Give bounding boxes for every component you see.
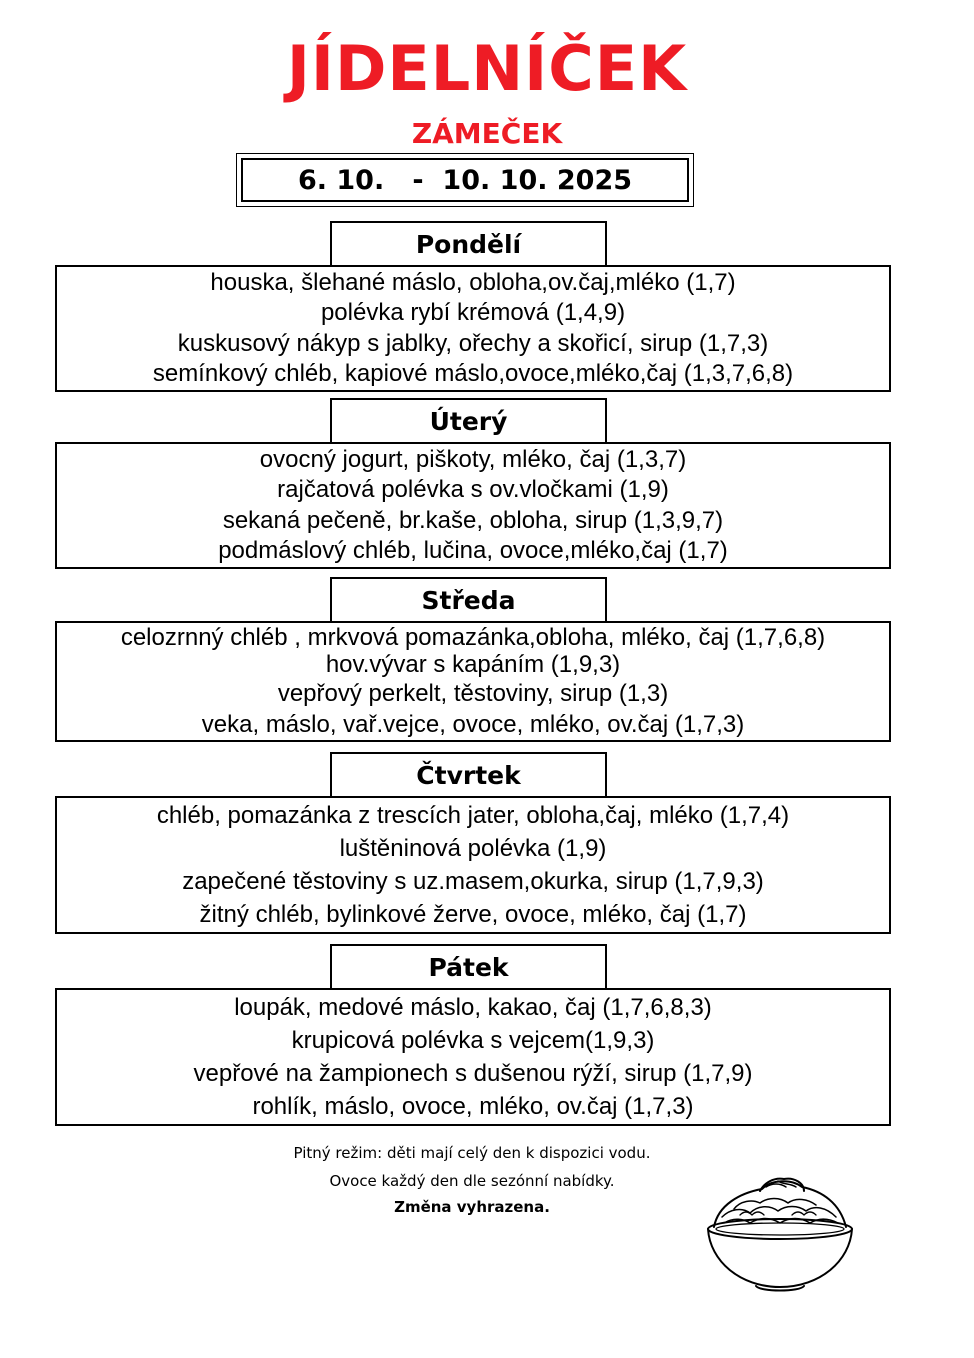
footer-drinking-note: Pitný režim: děti mají celý den k dispozici vodu. [293,1144,651,1162]
meal-item: sekaná pečeně, br.kaše, obloha, sirup (1,3,9,7) [222,506,724,534]
meal-item: loupák, medové máslo, kakao, čaj (1,7,6,8,3) [234,994,712,1021]
spaghetti-bowl-icon [700,1165,860,1295]
day-menu-wednesday [55,621,891,742]
meal-item: krupicová polévka s vejcem(1,9,3) [291,1027,655,1054]
meal-item: rajčatová polévka s ov.vločkami (1,9) [277,476,669,503]
meal-item: rohlík, máslo, ovoce, mléko, ov.čaj (1,7,3) [252,1093,694,1120]
meal-item: hov.vývar s kapáním (1,9,3) [325,650,621,678]
meal-item: houska, šlehané máslo, obloha,ov.čaj,mléko (1,7) [210,268,736,296]
menu-title: JÍDELNÍČEK [286,32,688,105]
day-menu-monday [55,265,891,392]
meal-item: polévka rybí krémová (1,4,9) [320,299,626,326]
meal-item: luštěninová polévka (1,9) [339,835,607,862]
day-label-wednesday: Středa [330,577,607,621]
footer-change-note: Změna vyhrazena. [394,1198,550,1216]
meal-item: vepřové na žampionech s dušenou rýží, sirup (1,7,9) [193,1060,753,1087]
meal-item: žitný chléb, bylinkové žerve, ovoce, mléko, čaj (1,7) [199,901,747,928]
date-range: 6. 10. - 10. 10. 2025 [241,158,689,202]
day-label-monday: Pondělí [330,221,607,265]
day-label-friday: Pátek [330,944,607,988]
date-range-box [236,153,694,207]
meal-item: kuskusový nákyp s jablky, ořechy a skořicí, sirup (1,7,3) [177,329,769,357]
meal-item: zapečené těstoviny s uz.masem,okurka, sirup (1,7,9,3) [182,868,764,895]
meal-item: podmáslový chléb, lučina, ovoce,mléko,čaj (1,7) [218,537,728,564]
meal-item: celozrnný chléb , mrkvová pomazánka,obloha, mléko, čaj (1,7,6,8) [120,623,826,651]
menu-subtitle: ZÁMEČEK [411,117,563,150]
day-menu-friday [55,988,891,1126]
day-label-thursday: Čtvrtek [330,752,607,796]
meal-item: chléb, pomazánka z trescích jater, obloha,čaj, mléko (1,7,4) [156,802,790,829]
day-label-tuesday: Úterý [330,398,607,442]
meal-item: vepřový perkelt, těstoviny, sirup (1,3) [277,679,669,707]
meal-item: veka, máslo, vař.vejce, ovoce, mléko, ov.čaj (1,7,3) [201,710,745,738]
meal-item: semínkový chléb, kapiové máslo,ovoce,mléko,čaj (1,3,7,6,8) [152,360,794,387]
meal-item: ovocný jogurt, piškoty, mléko, čaj (1,3,7) [259,445,687,473]
day-menu-tuesday [55,442,891,569]
day-menu-thursday [55,796,891,934]
footer-fruit-note: Ovoce každý den dle sezónní nabídky. [329,1172,615,1190]
